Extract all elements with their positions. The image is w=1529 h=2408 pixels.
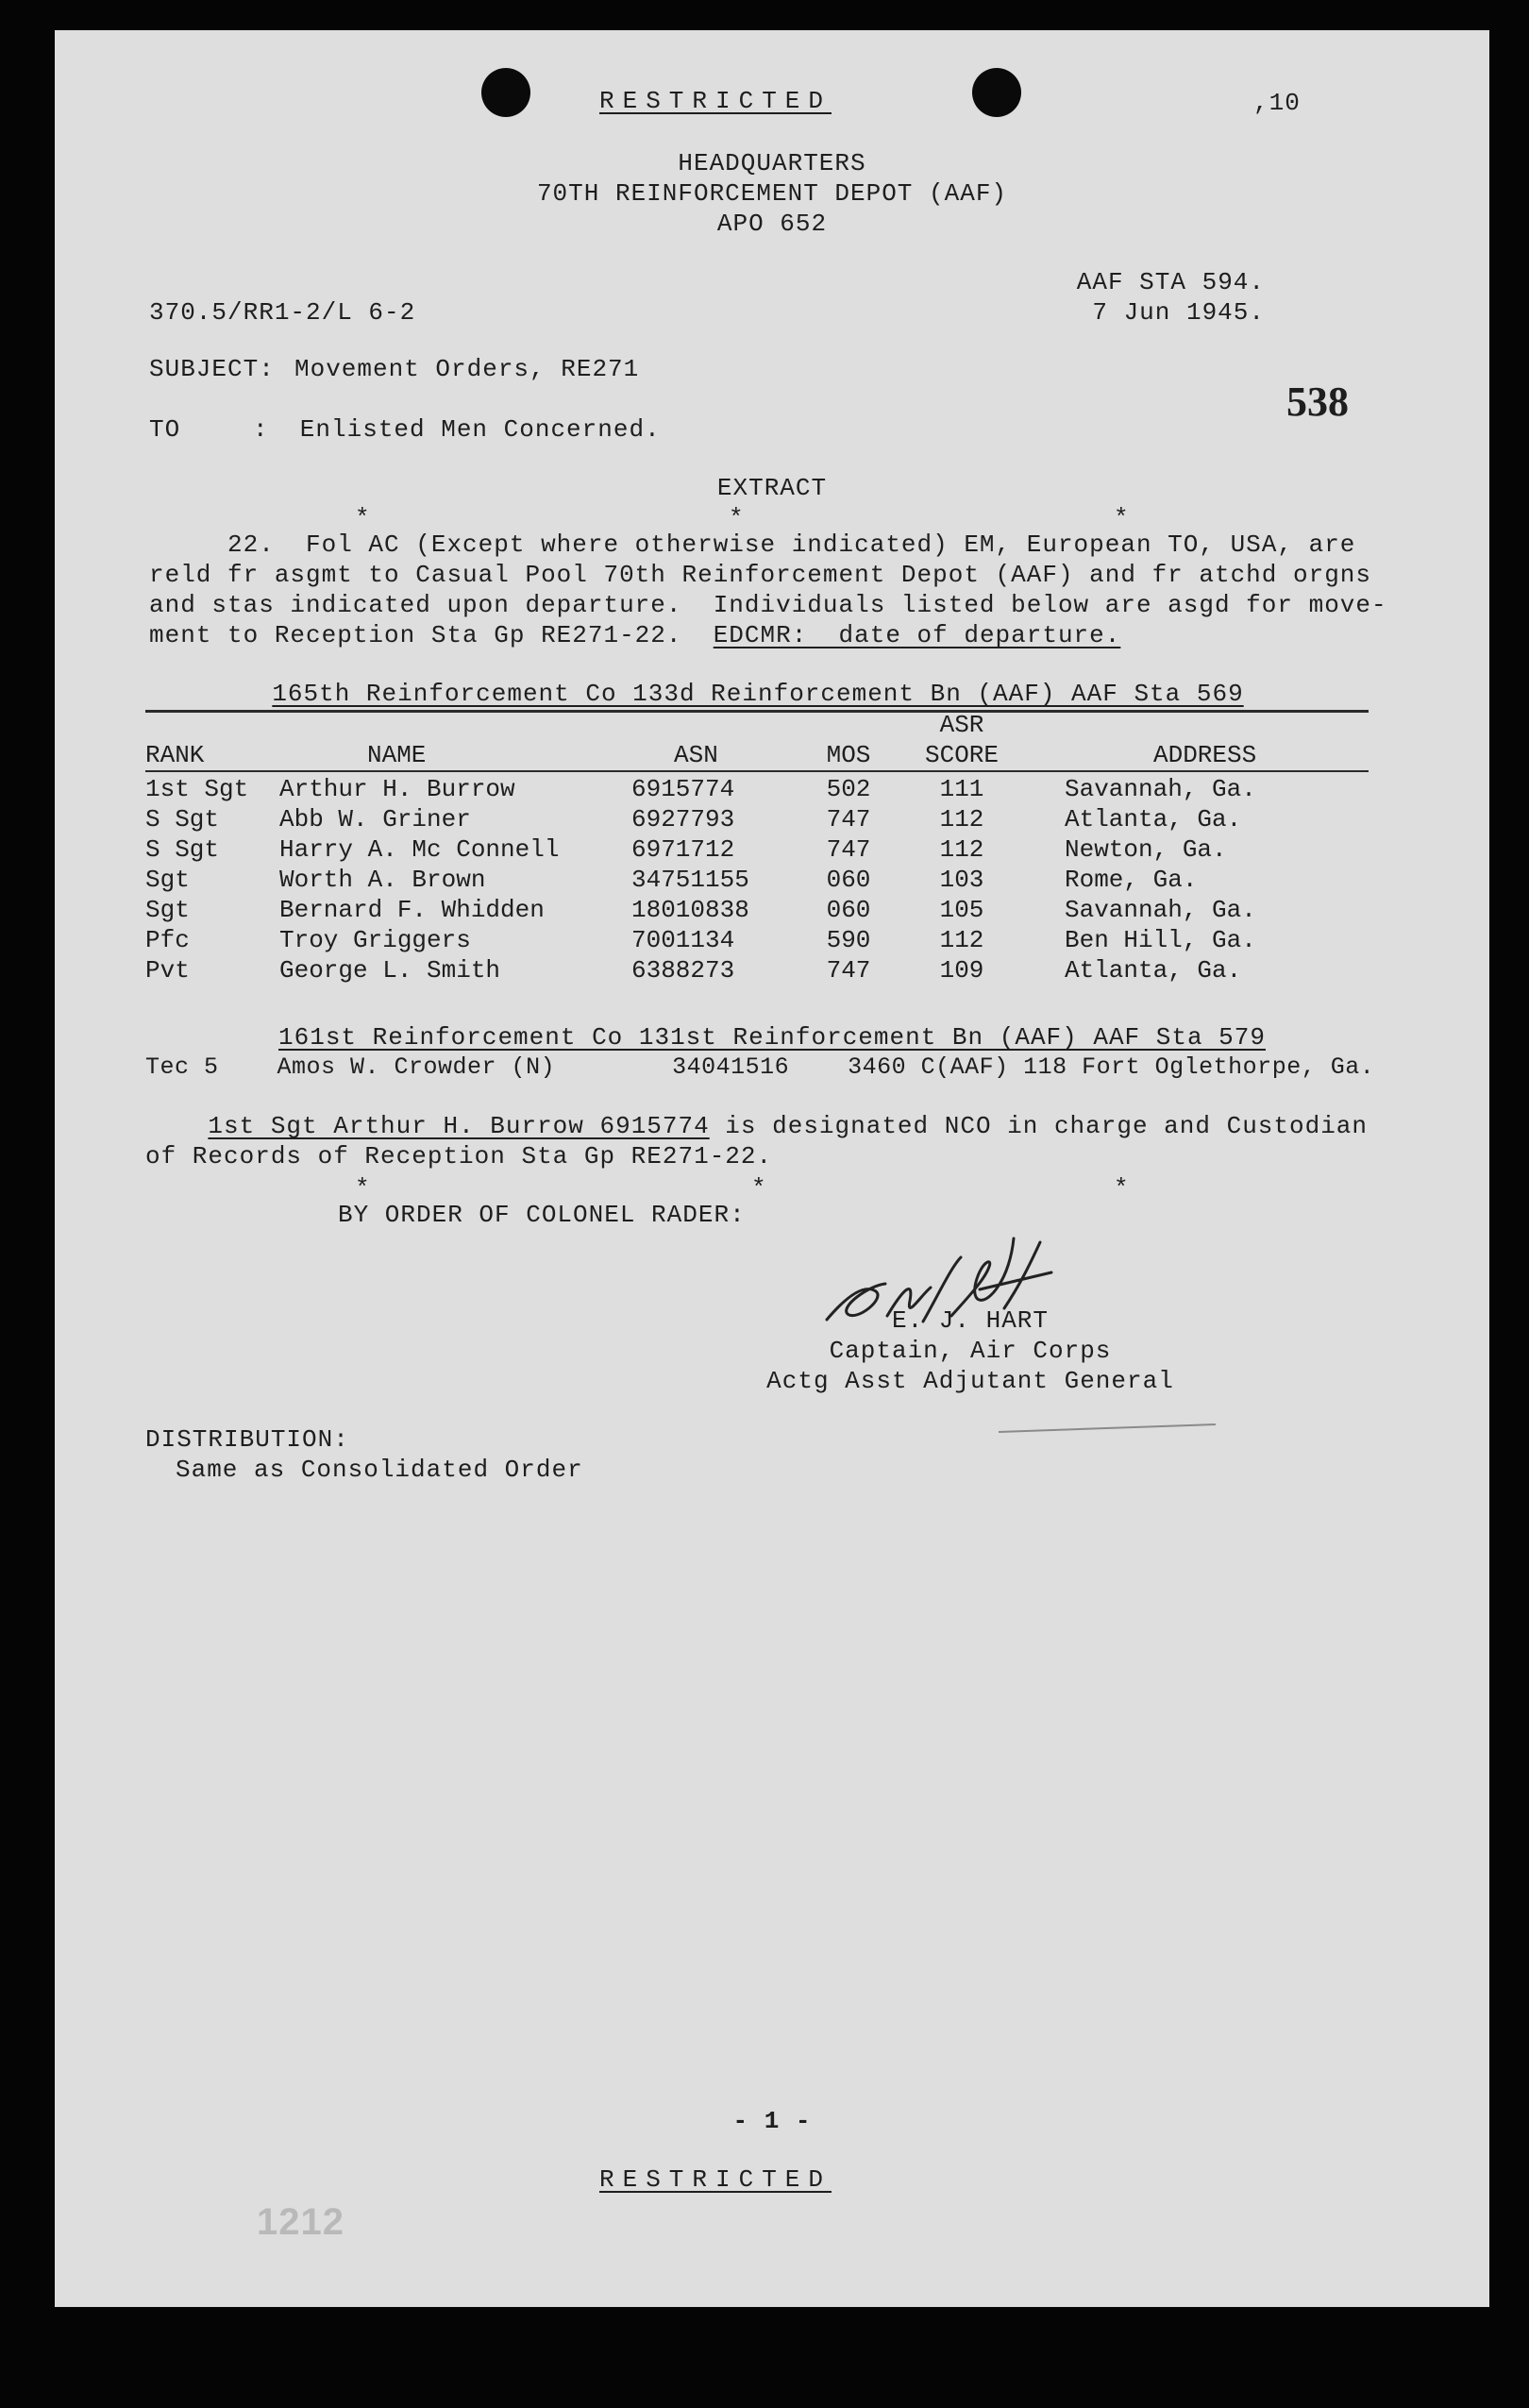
station: AAF STA 594. [1076, 268, 1265, 296]
mos-cell: 590 [826, 926, 871, 954]
mos-cell: 747 [826, 835, 871, 864]
name-cell: Harry A. Mc Connell [279, 835, 560, 864]
classification-bottom: RESTRICTED [598, 2165, 832, 2194]
distribution-value: Same as Consolidated Order [176, 1456, 583, 1484]
score-cell: 105 [939, 896, 984, 924]
unit2-row: Tec 5 Amos W. Crowder (N) 34041516 3460 C(AAF) 118 Fort Oglethorpe, Ga. [145, 1053, 1375, 1081]
order-date: 7 Jun 1945. [1092, 298, 1265, 327]
to-value: : Enlisted Men Concerned. [253, 415, 661, 444]
table-row [145, 834, 1372, 865]
address-cell: Newton, Ga. [1065, 835, 1227, 864]
rank-cell: Sgt [145, 866, 190, 894]
mos-cell: 060 [826, 866, 871, 894]
address-cell: Atlanta, Ga. [1065, 956, 1242, 985]
asn-cell: 6971712 [631, 835, 735, 864]
page-number: - 1 - [732, 2107, 812, 2135]
table-header-row [145, 740, 1372, 770]
address-cell: Savannah, Ga. [1065, 775, 1256, 803]
mos-cell: 747 [826, 956, 871, 985]
distribution-label: DISTRIBUTION: [145, 1425, 349, 1454]
address-cell: Atlanta, Ga. [1065, 805, 1242, 834]
name-cell: Troy Griggers [279, 926, 471, 954]
faint-stamp-number: 1212 [257, 2201, 344, 2243]
subject-value: Movement Orders, RE271 [294, 355, 640, 383]
rank-cell: Pvt [145, 956, 190, 985]
score-cell: 112 [939, 805, 984, 834]
mos-cell: 060 [826, 896, 871, 924]
table-row [145, 804, 1372, 834]
edcmr-note: EDCMR: date of departure. [713, 621, 1121, 649]
rank-cell: Sgt [145, 896, 190, 924]
rank-cell: S Sgt [145, 805, 220, 834]
address-cell: Rome, Ga. [1065, 866, 1198, 894]
to-label: TO [149, 415, 181, 444]
score-cell: 109 [939, 956, 984, 985]
table-row [145, 774, 1372, 804]
signatory-name: E. J. HART [891, 1306, 1050, 1335]
score-cell: 103 [939, 866, 984, 894]
signatory-title: Captain, Air Corps [829, 1337, 1112, 1365]
subject-label: SUBJECT: [149, 355, 275, 383]
table-row [145, 955, 1372, 985]
address-cell: Ben Hill, Ga. [1065, 926, 1256, 954]
table-row [145, 925, 1372, 955]
designated-nco: 1st Sgt Arthur H. Burrow 6915774 [208, 1112, 710, 1140]
designation-line: of Records of Reception Sta Gp RE271-22. [145, 1142, 773, 1170]
personnel-table [145, 710, 1372, 985]
header-rank: RANK [145, 741, 205, 769]
separator-star: * [1114, 504, 1130, 532]
address-cell: Savannah, Ga. [1065, 896, 1256, 924]
header-asn: ASN [674, 741, 718, 769]
mos-cell: 747 [826, 805, 871, 834]
ink-mark [999, 1423, 1216, 1433]
rank-cell: Pfc [145, 926, 190, 954]
unit-heading: 165th Reinforcement Co 133d Reinforcement Bn (AAF) AAF Sta 569 [272, 680, 1244, 708]
asn-cell: 6927793 [631, 805, 735, 834]
corner-number: ,10 [1253, 89, 1301, 117]
asn-cell: 6388273 [631, 956, 735, 985]
punch-hole [972, 68, 1021, 117]
separator-star: * [751, 1174, 767, 1203]
asn-cell: 34751155 [631, 866, 749, 894]
order-number: 538 [1286, 379, 1349, 425]
paragraph-line: reld fr asgmt to Casual Pool 70th Reinforcement Depot (AAF) and fr atchd orgns [149, 561, 1371, 589]
file-reference: 370.5/RR1-2/L 6-2 [149, 298, 416, 327]
by-order-line: BY ORDER OF COLONEL RADER: [338, 1201, 746, 1229]
name-cell: Arthur H. Burrow [279, 775, 515, 803]
name-cell: Worth A. Brown [279, 866, 486, 894]
header-score: SCORE [924, 741, 999, 769]
header-mos: MOS [826, 741, 871, 769]
header-address: ADDRESS [1153, 741, 1257, 769]
org-line-3: APO 652 [716, 210, 828, 238]
score-cell: 112 [939, 835, 984, 864]
classification-top: RESTRICTED [598, 87, 832, 115]
punch-hole [481, 68, 530, 117]
document-page [55, 30, 1489, 2307]
designation-text: is designated NCO in charge and Custodian [709, 1112, 1369, 1140]
table-header-top [145, 710, 1372, 740]
name-cell: George L. Smith [279, 956, 501, 985]
table-row [145, 865, 1372, 895]
extract-title: EXTRACT [716, 474, 828, 502]
rank-cell: 1st Sgt [145, 775, 249, 803]
table-row [145, 895, 1372, 925]
paragraph-line: 22. Fol AC (Except where otherwise indicated) EM, European TO, USA, are [149, 530, 1356, 559]
mos-cell: 502 [826, 775, 871, 803]
separator-star: * [729, 504, 745, 532]
paragraph-line [149, 621, 1120, 649]
asn-cell: 7001134 [631, 926, 735, 954]
name-cell: Bernard F. Whidden [279, 896, 545, 924]
asn-cell: 6915774 [631, 775, 735, 803]
signatory-title: Actg Asst Adjutant General [766, 1367, 1174, 1395]
table-rule-header [145, 770, 1369, 772]
unit-heading: 161st Reinforcement Co 131st Reinforcement Bn (AAF) AAF Sta 579 [278, 1023, 1266, 1052]
org-line-1: HEADQUARTERS [678, 149, 866, 177]
header-asr: ASR [939, 711, 984, 739]
rank-cell: S Sgt [145, 835, 220, 864]
name-cell: Abb W. Griner [279, 805, 471, 834]
separator-star: * [1114, 1174, 1130, 1203]
score-cell: 111 [939, 775, 984, 803]
score-cell: 112 [939, 926, 984, 954]
paragraph-text: ment to Reception Sta Gp RE271-22. [149, 621, 714, 649]
separator-star: * [355, 1174, 371, 1203]
paragraph-line: and stas indicated upon departure. Individuals listed below are asgd for move- [149, 591, 1387, 619]
header-name: NAME [367, 741, 427, 769]
designation-line [145, 1112, 1368, 1140]
org-line-2: 70TH REINFORCEMENT DEPOT (AAF) [536, 179, 1008, 208]
separator-star: * [355, 504, 371, 532]
asn-cell: 18010838 [631, 896, 749, 924]
